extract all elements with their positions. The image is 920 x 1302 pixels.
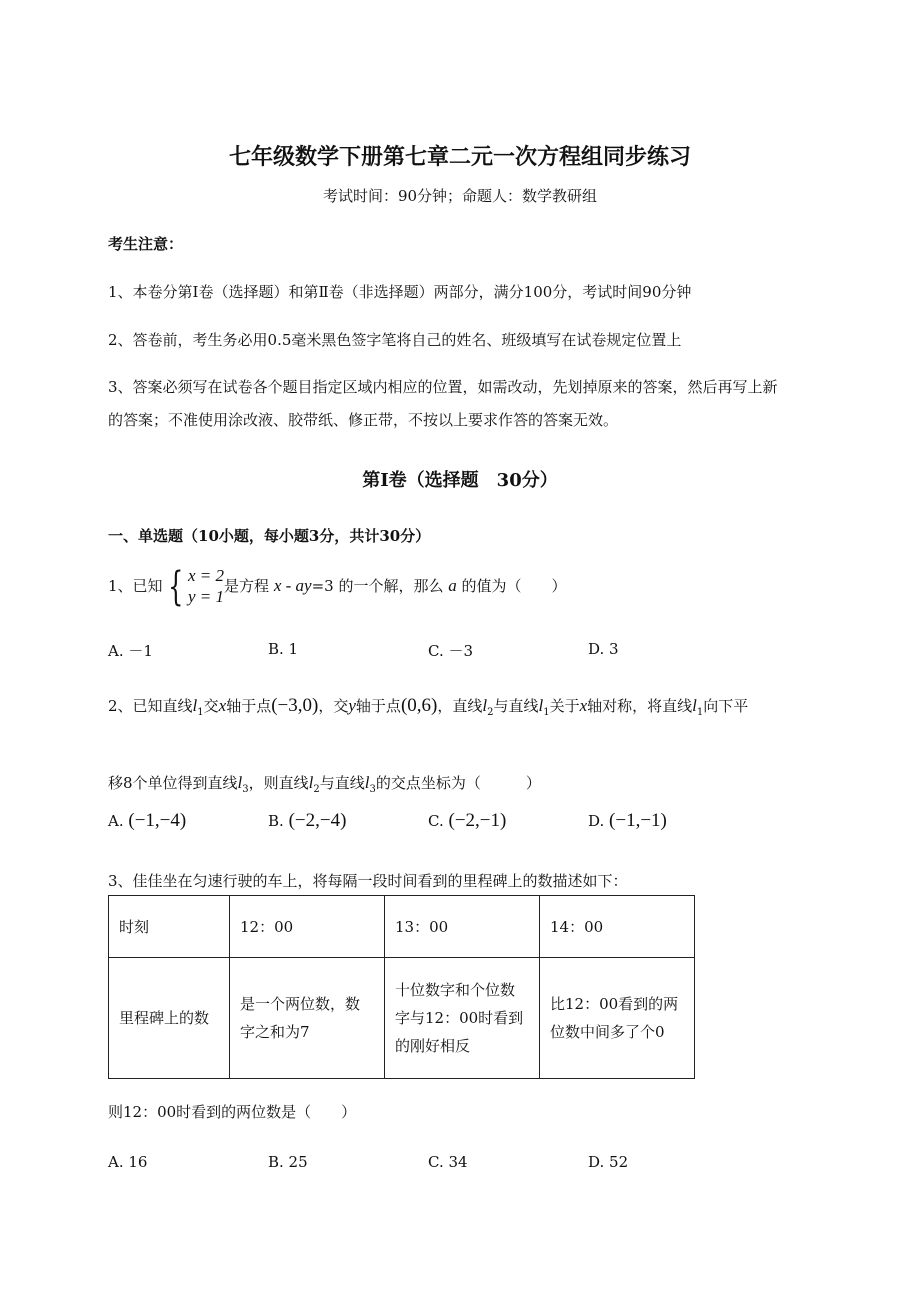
- table-cell: 十位数字和个位数字与12：00时看到的刚好相反: [385, 958, 540, 1079]
- q2-option-c[interactable]: C. (−2,−1): [428, 810, 507, 831]
- milestone-table: [108, 895, 695, 1079]
- page-title: 七年级数学下册第七章二元一次方程组同步练习: [228, 144, 691, 170]
- question-1: 1、已知 { x = 2 y = 1是方程 x - ay=3 的一个解，那么 a 的值为（ ）: [108, 564, 567, 610]
- note-3: 3、答案必须写在试卷各个题目指定区域内相应的位置，如需改动，先划掉原来的答案，然后再写上新: [108, 378, 778, 396]
- table-cell: 12：00: [230, 896, 385, 958]
- table-cell: 里程碑上的数: [109, 958, 230, 1079]
- q3-option-b[interactable]: B. 25: [268, 1153, 308, 1171]
- table-row: [109, 896, 695, 958]
- note-1: 1、本卷分第Ⅰ卷（选择题）和第Ⅱ卷（非选择题）两部分，满分100分，考试时间90分钟: [108, 283, 692, 301]
- notice-heading: 考生注意：: [108, 235, 184, 253]
- note-3-cont: 的答案；不准使用涂改液、胶带纸、修正带，不按以上要求作答的答案无效。: [108, 411, 619, 429]
- table-cell: 比12：00看到的两位数中间多了个0: [540, 958, 695, 1079]
- table-cell: 是一个两位数，数字之和为7: [230, 958, 385, 1079]
- table-cell: 时刻: [109, 896, 230, 958]
- question-3: 3、佳佳坐在匀速行驶的车上，将每隔一段时间看到的里程碑上的数描述如下：: [108, 872, 628, 890]
- q2-option-d[interactable]: D. (−1,−1): [588, 810, 667, 831]
- question-2-cont: 移8个单位得到直线$l_3$，则直线$l_2$与直线$l_3$的交点坐标为（ ）: [108, 773, 541, 795]
- q1-option-c[interactable]: C. －3: [428, 642, 474, 660]
- q1-option-b[interactable]: B. 1: [268, 640, 299, 658]
- q1-option-d[interactable]: D. 3: [588, 640, 619, 658]
- table-cell: 13：00: [385, 896, 540, 958]
- question-3-prompt: 则12：00时看到的两位数是（ ）: [108, 1103, 357, 1121]
- question-2: 2、已知直线$l_1$交x轴于点(−3,0)，交y轴于点(0,6)，直线$l_2$与直线$l_1$关于x轴对称，将直线$l_1$向下平: [108, 695, 749, 718]
- table-cell: 14：00: [540, 896, 695, 958]
- part-heading: 一、单选题（10小题，每小题3分，共计30分）: [108, 527, 431, 545]
- q3-option-c[interactable]: C. 34: [428, 1153, 468, 1171]
- q2-option-b[interactable]: B. (−2,−4): [268, 810, 347, 831]
- q1-option-a[interactable]: A. －1: [108, 642, 153, 660]
- q2-option-a[interactable]: A. (−1,−4): [108, 810, 187, 831]
- note-2: 2、答卷前，考生务必用0.5毫米黑色签字笔将自己的姓名、班级填写在试卷规定位置上: [108, 331, 682, 349]
- section-title: 第Ⅰ卷（选择题 30分）: [362, 470, 558, 491]
- exam-info: 考试时间：90分钟；命题人：数学教研组: [322, 187, 598, 205]
- q3-option-d[interactable]: D. 52: [588, 1153, 629, 1171]
- table-row: [109, 958, 695, 1079]
- q3-option-a[interactable]: A. 16: [108, 1153, 148, 1171]
